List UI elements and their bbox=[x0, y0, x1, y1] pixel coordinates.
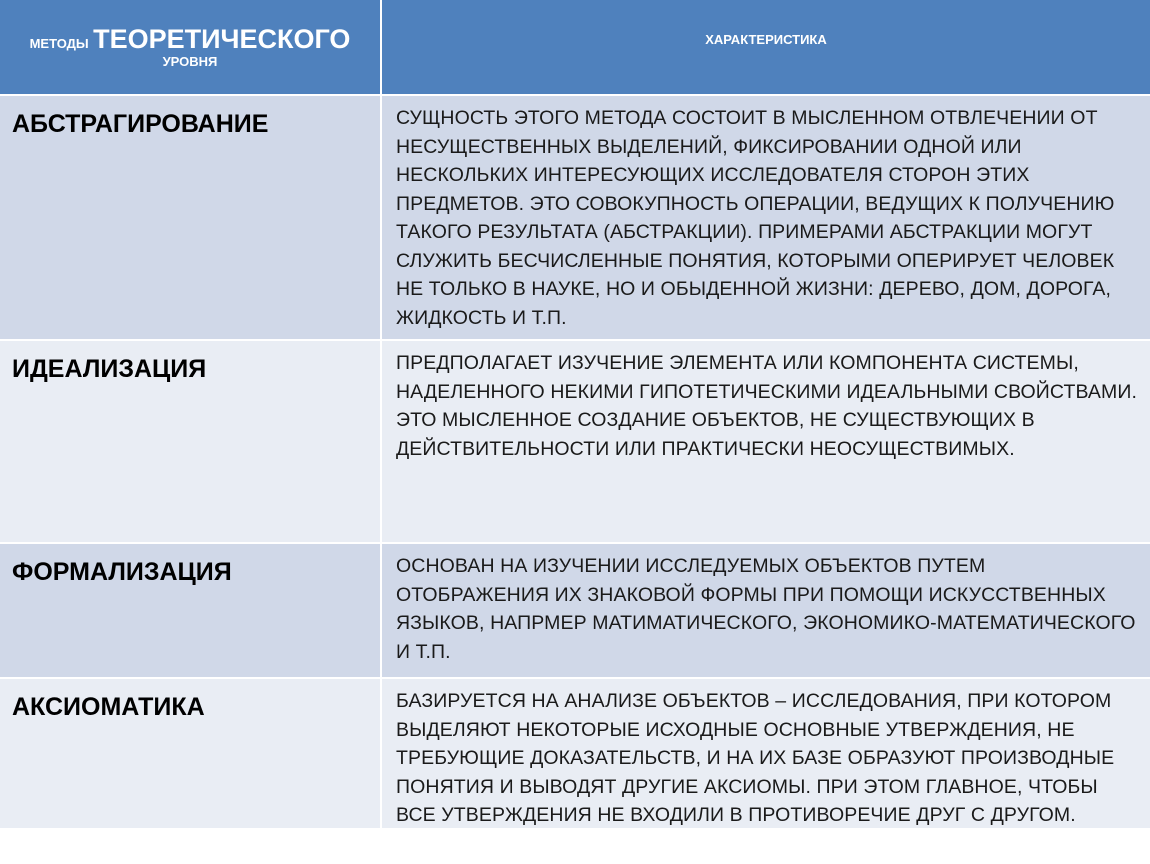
header-characteristic-label: ХАРАКТЕРИСТИКА bbox=[705, 32, 827, 47]
header-methods-line1 bbox=[30, 24, 351, 55]
method-cell bbox=[0, 544, 382, 677]
method-description: ОСНОВАН НА ИЗУЧЕНИИ ИССЛЕДУЕМЫХ ОБЪЕКТОВ ПУТЕМ ОТОБРАЖЕНИЯ ИХ ЗНАКОВОЙ ФОРМЫ ПРИ ПОМОЩИ ИСКУССТВЕННЫХ ЯЗЫКОВ, НАПРМЕР МАТИМАТИЧЕСКОГО, ЭКОНОМИКО-МАТЕМАТИЧЕСКОГО И Т.П. bbox=[396, 555, 1136, 663]
table-row bbox=[0, 679, 1150, 830]
method-name: АКСИОМАТИКА bbox=[12, 693, 205, 721]
table-row bbox=[0, 96, 1150, 341]
description-cell bbox=[382, 96, 1150, 339]
description-cell bbox=[382, 544, 1150, 677]
method-description: БАЗИРУЕТСЯ НА АНАЛИЗЕ ОБЪЕКТОВ – ИССЛЕДОВАНИЯ, ПРИ КОТОРОМ ВЫДЕЛЯЮТ НЕКОТОРЫЕ ИСХОДНЫЕ ОСНОВНЫЕ УТВЕРЖДЕНИЯ, НЕ ТРЕБУЮЩИЕ ДОКАЗАТЕЛЬСТВ, И НА ИХ БАЗЕ ОБРАЗУЮТ ПРОИЗВОДНЫЕ ПОНЯТИЯ И ВЫВОДЯТ ДРУГИЕ АКСИОМЫ. ПРИ ЭТОМ ГЛАВНОЕ, ЧТОБЫ ВСЕ УТВЕРЖДЕНИЯ НЕ ВХОДИЛИ В ПРОТИВОРЕЧИЕ ДРУГ С ДРУГОМ. bbox=[396, 690, 1115, 826]
header-methods-prefix: МЕТОДЫ bbox=[29, 36, 89, 51]
header-characteristic-cell bbox=[382, 0, 1150, 94]
description-cell bbox=[382, 341, 1150, 542]
method-cell bbox=[0, 96, 382, 339]
table-header-row bbox=[0, 0, 1150, 96]
method-description: СУЩНОСТЬ ЭТОГО МЕТОДА СОСТОИТ В МЫСЛЕННОМ ОТВЛЕЧЕНИИ ОТ НЕСУЩЕСТВЕННЫХ ВЫДЕЛЕНИЙ, ФИКСИРОВАНИИ ОДНОЙ ИЛИ НЕСКОЛЬКИХ ИНТЕРЕСУЮЩИХ ИССЛЕДОВАТЕЛЯ СТОРОН ЭТИХ ПРЕДМЕТОВ. ЭТО СОВОКУПНОСТЬ ОПЕРАЦИИ, ВЕДУЩИХ К ПОЛУЧЕНИЮ ТАКОГО РЕЗУЛЬТАТА (АБСТРАКЦИИ). ПРИМЕРАМИ АБСТРАКЦИИ МОГУТ СЛУЖИТЬ БЕСЧИСЛЕННЫЕ ПОНЯТИЯ, КОТОРЫМИ ОПЕРИРУЕТ ЧЕЛОВЕК НЕ ТОЛЬКО В НАУКЕ, НО И ОБЫДЕННОЙ ЖИЗНИ: ДЕРЕВО, ДОМ, ДОРОГА, ЖИДКОСТЬ И Т.П. bbox=[396, 107, 1115, 329]
method-name: ИДЕАЛИЗАЦИЯ bbox=[12, 355, 207, 383]
description-cell bbox=[382, 679, 1150, 828]
method-cell bbox=[0, 679, 382, 828]
table-row bbox=[0, 341, 1150, 544]
method-cell bbox=[0, 341, 382, 542]
table-row bbox=[0, 544, 1150, 679]
header-methods-cell bbox=[0, 0, 382, 94]
method-description: ПРЕДПОЛАГАЕТ ИЗУЧЕНИЕ ЭЛЕМЕНТА ИЛИ КОМПОНЕНТА СИСТЕМЫ, НАДЕЛЕННОГО НЕКИМИ ГИПОТЕТИЧЕСКИМИ ИДЕАЛЬНЫМИ СВОЙСТВАМИ. ЭТО МЫСЛЕННОЕ СОЗДАНИЕ ОБЪЕКТОВ, НЕ СУЩЕСТВУЮЩИХ В ДЕЙСТВИТЕЛЬНОСТИ ИЛИ ПРАКТИЧЕСКИ НЕОСУЩЕСТВИМЫХ. bbox=[396, 352, 1138, 460]
method-name: ФОРМАЛИЗАЦИЯ bbox=[12, 558, 232, 586]
header-methods-big: ТЕОРЕТИЧЕСКОГО bbox=[93, 24, 351, 54]
method-name: АБСТРАГИРОВАНИЕ bbox=[12, 110, 269, 138]
header-methods-suffix: УРОВНЯ bbox=[162, 54, 218, 70]
